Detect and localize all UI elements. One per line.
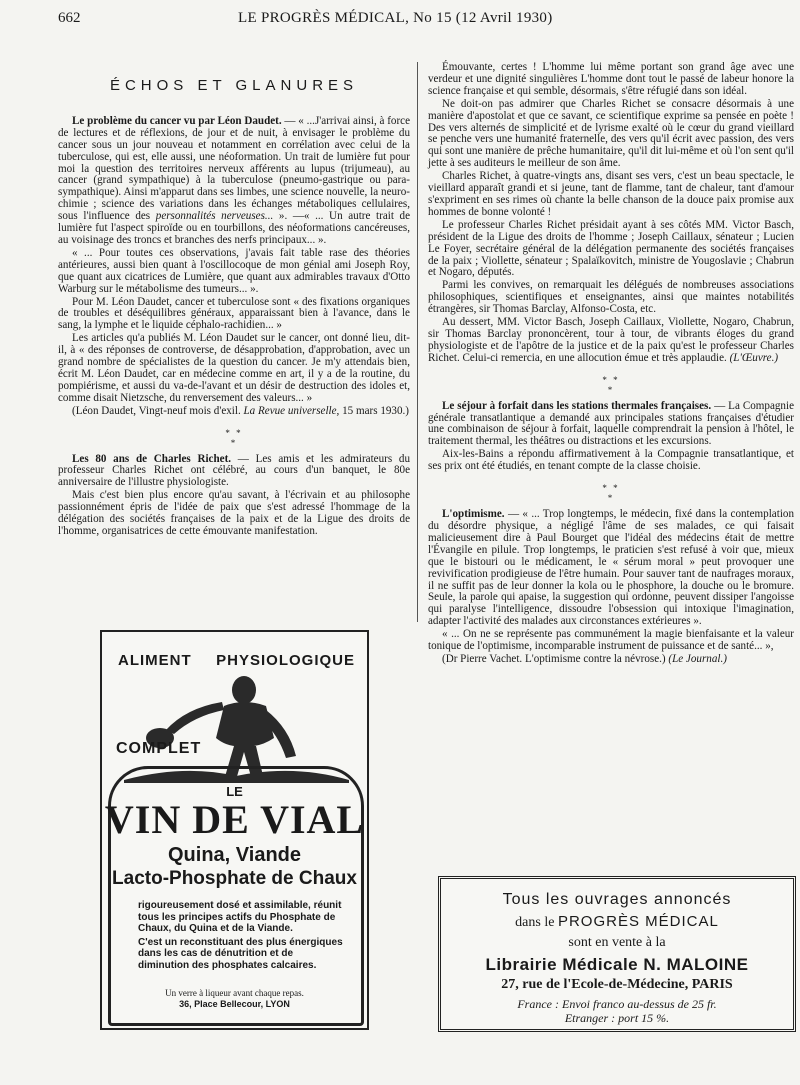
page-number: 662 xyxy=(58,10,81,26)
article-paragraph: Mais c'est bien plus encore qu'au savant, à l'écrivain et au philosophe passionnément épris de l'idée de paix que s'est adressé l'hommage de la délégation des sociétés françaises de la paix et de la Ligue des droits de l'homme, organisatrices de cette émouvante manifestation. xyxy=(58,489,410,537)
article-lead: Les 80 ans de Charles Richet. xyxy=(72,452,232,465)
article-paragraph: Au dessert, MM. Victor Basch, Joseph Caillaux, Viollette, Nogaro, Chabrun, sir Thomas Barclay prononcèrent, tour à tour, de vibrants éloges du grand physiologiste et de l'apôtre de la justice et de la paix qu'est le professeur Charles Richet. Celui-ci remercia, en une allocution émue et très applaudie. (L'Œuvre.) xyxy=(428,316,794,364)
article-paragraph: Le professeur Charles Richet présidait ayant à ses côtés MM. Victor Basch, président de la Ligue des droits de l'homme ; Joseph Caillaux, sénateur ; Lucien Le Foyer, secrétaire général de la délégation permanente des sociétés françaises de la paix ; Viollette, sénateur ; Spalaïkovitch, ministre de Yougoslavie ; Chabrun et Nogaro, députés. xyxy=(428,218,794,279)
article-paragraph: Le problème du cancer vu par Léon Daudet. — « ...J'arrivai ainsi, à force de lectures et de réflexions, de jour et de nuit, à envisager le problème du cancer sous un jour nouveau et notamment en corrélation avec celui de la tuberculose, qui est, elle aussi, une néoformation. Un trait de lumière fut pour moi la question des territoires nerveux afférents au lupus (trijumeau), au cancer (grand sympathique) à la tuberculose (pneumo-gastrique ou para-sympathique). Ainsi m'apparut dans ses limbes, une science nouvelle, la neuro-chimie ; science des variations dans les échanges métaboliques cellulaires, sous l'influence des personnalités nerveuses... ». —« ... Un autre trait de lumière fut l'aspect spiroïde ou en tourbillons, des néoformations cancéreuses, au voisinage des troncs et branches des nerfs principaux... ». xyxy=(58,114,411,246)
ad-address: 36, Place Bellecour, LYON xyxy=(179,999,290,1009)
article-paragraph: Aix-les-Bains a répondu affirmativement à la Compagnie transatlantique, et ses prix ont été étudiés, en tenant compte de la classe choisie. xyxy=(428,448,794,473)
right-column xyxy=(428,62,794,666)
article-paragraph: « ... Pour toutes ces observations, j'avais fait table rase des théories antérieures, aussi bien quant à l'oscillocoque de mon génial ami Joseph Roy, que quant aux cicatrices de Lumière, que quant aux admirables travaux d'Otto Warburg sur le métabolisme des tumeurs... ». xyxy=(58,246,410,295)
article-thermal xyxy=(428,401,794,473)
ad-maloine-shipping-france: France : Envoi franco au-dessus de 25 fr. xyxy=(517,997,717,1011)
article-paragraph: Émouvante, certes ! L'homme lui même portant son grand âge avec une verdeur et une dignité singulières L'homme dont tout le passé de labeur honore la science française et qui semble, désormais, s'être réfugié dans son idéal. xyxy=(428,61,794,97)
section-separator-stars: * * * xyxy=(225,427,243,448)
article-paragraph: Les articles qu'a publiés M. Léon Daudet sur le cancer, ont donné lieu, dit-il, à « des réponses de controverse, de désapprobation, d'approbation, avec un grand nombre de spécialistes de la question du cancer. Je m'y attendais bien, écrit M. Léon Daudet, car en médecine comme en art, il y a de la routine, du pompiérisme, et aussi du va-de-l'avant et un désir de destruction des idoles et, comme disait Nietzsche, du renversement des valeurs... » xyxy=(58,332,410,404)
article-paragraph: L'optimisme. — « ... Trop longtemps, le médecin, fixé dans la contemplation du désordre physique, a négligé l'âme de ses malades, ce qui faisait malicieusement dire à Paul Bourget que l'idéal des médecins était de mettre l'Évangile en pilule. Trop longtemps, le praticien s'est refusé à voir que, mieux que le bistouri ou le médicament, le « sérum moral » peut provoquer une revivification prodigieuse de l'être humain. Pour sauver tant de naufrages moraux, il ne suffit pas de leur donner la kola ou le phosphore, la douche ou le bromure. Seule, la parole qui apaise, la suggestion qui ordonne, peuvent dissiper l'angoisse qui paralyse l'intelligence, dissoudre l'obsession qui intoxique l'imagination, adapter l'activité des malades aux circonstances extérieures ». xyxy=(428,508,794,628)
advertisement-maloine xyxy=(438,876,796,1032)
ad-line-lacto: Lacto-Phosphate de Chaux xyxy=(112,868,357,889)
ad-maloine-line1: Tous les ouvrages annoncés xyxy=(502,891,732,908)
ad-maloine-line3: sont en vente à la xyxy=(568,935,666,950)
column-divider xyxy=(417,62,418,622)
ad-complet: COMPLET xyxy=(116,740,202,757)
ad-brand-name: VIN DE VIAL xyxy=(104,797,365,842)
ad-maloine-line2: dans le PROGRÈS MÉDICAL xyxy=(515,913,719,930)
article-optimisme xyxy=(428,509,794,666)
ad-dosage: Un verre à liqueur avant chaque repas. xyxy=(165,988,304,998)
article-lead: L'optimisme. xyxy=(442,508,505,521)
article-source: (Léon Daudet, Vingt-neuf mois d'exil. La Revue universelle, 15 mars 1930.) xyxy=(72,404,409,417)
section-separator-stars: * * * xyxy=(602,483,620,504)
section-title: ÉCHOS ET GLANURES xyxy=(109,77,359,94)
article-richet-cont xyxy=(428,62,794,365)
article-paragraph: Parmi les convives, on remarquait les délégués de nombreuses associations philosophiques, scientifiques et enseignantes, ainsi que maintes notabilités étrangères, sir Thomas Barclay, Alfonso-Costa, etc. xyxy=(428,279,794,316)
article-lead: Le séjour à forfait dans les stations thermales françaises. xyxy=(442,399,712,412)
ad-aliment: ALIMENT xyxy=(118,652,192,669)
ad-description: rigoureusement dosé et assimilable, réunit tous les principes actifs du Phosphate de Chaux, du Quina et de la Viande. C'est un reconstituant des plus énergiques dans les cas de dénutrition et de diminution des phosphates calcaires. xyxy=(138,900,343,971)
left-column xyxy=(58,66,410,538)
section-separator-stars: * * * xyxy=(602,374,620,395)
article-paragraph: Charles Richet, à quatre-vingts ans, disant ses vers, c'est un beau spectacle, le vieillard apparaît grandi et si jeune, tant de flamme, tant de chaleur, tant d'amour s'expriment en ses rimes où chante la belle chanson de la douce paix promise aux hommes de bonne volonté ! xyxy=(428,170,794,218)
ad-maloine-bookshop: Librairie Médicale N. MALOINE xyxy=(485,955,749,974)
article-lead: Le problème du cancer vu par Léon Daudet. xyxy=(72,114,282,127)
ad-maloine-address: 27, rue de l'Ecole-de-Médecine, PARIS xyxy=(501,977,733,992)
article-richet-start xyxy=(58,454,410,538)
article-paragraph: Le séjour à forfait dans les stations thermales françaises. — La Compagnie générale transatlantique a demandé aux principales stations françaises d'étudier une combinaison de séjour à forfait, laquelle comprendrait la pension à l'hôtel, le traitement thermal, les théâtres ou distractions et les excursions. xyxy=(428,399,794,448)
article-paragraph: Pour M. Léon Daudet, cancer et tuberculose sont « des fixations organiques de troubles et déséquilibres généraux, apparaissant bien à l'avance, dans le sang, la lymphe et le liquide céphalo-rachidien... » xyxy=(58,295,410,332)
running-header xyxy=(58,4,790,32)
article-paragraph: Les 80 ans de Charles Richet. — Les amis et les admirateurs du professeur Charles Richet ont célébré, au cours d'un banquet, le 80e anniversaire de l'illustre physiologiste. xyxy=(58,452,410,489)
advertisement-vin-de-vial xyxy=(100,630,369,1030)
article-paragraph: Ne doit-on pas admirer que Charles Richet se consacre désormais à une manière d'apostolat et que ce savant, ce scientifique exprime sa pensée en poète ! Des vers alternés de simplicité et de lyrisme exalté où le cœur du grand vieillard se penche vers une humanité fraternelle, des vers qu'il écrit avec passion, des vers qui sont une manière de prêche humanitaire, qu'il dit lui-même et où l'on sent qu'il jette à ses auditeurs le meilleur de son âme. xyxy=(428,97,794,170)
article-cancer xyxy=(58,116,410,418)
ad-le: LE xyxy=(226,784,243,799)
ad-physiologique: PHYSIOLOGIQUE xyxy=(216,652,355,669)
article-paragraph: « ... On ne se représente pas communément la magie bienfaisante et la valeur tonique de l'optimisme, incomparable instrument de puissance et de santé... », xyxy=(428,628,794,653)
article-source: (Dr Pierre Vachet. L'optimisme contre la névrose.) (Le Journal.) xyxy=(442,652,727,665)
ad-maloine-shipping-abroad: Etranger : port 15 %. xyxy=(564,1011,670,1025)
running-title: LE PROGRÈS MÉDICAL, No 15 (12 Avril 1930) xyxy=(238,10,553,26)
ad-line-quina: Quina, Viande xyxy=(168,844,301,866)
